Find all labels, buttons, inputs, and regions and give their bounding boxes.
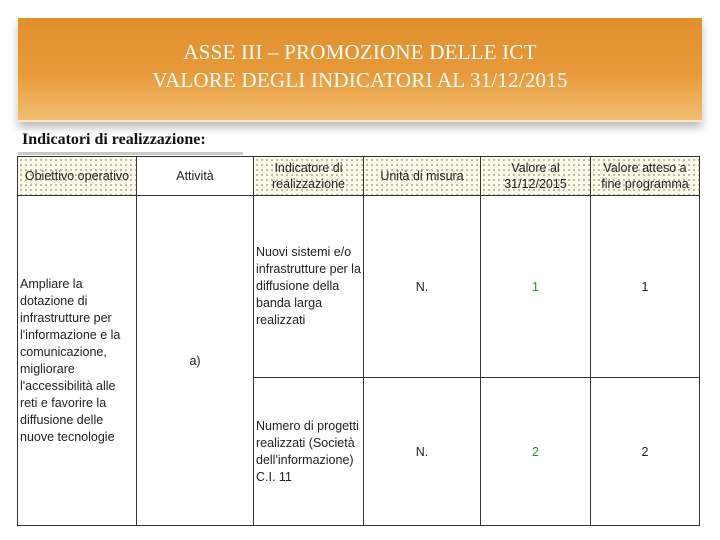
col-header-objective: Obiettivo operativo xyxy=(18,157,137,196)
unit-cell: N. xyxy=(364,378,481,526)
table-row xyxy=(18,196,700,378)
title-line-1: ASSE III – PROMOZIONE DELLE ICT xyxy=(183,40,537,64)
col-header-unit: Unità di misura xyxy=(364,157,481,196)
title-line-2: VALORE DEGLI INDICATORI AL 31/12/2015 xyxy=(152,68,568,92)
col-header-indicator: Indicatore di realizzazione xyxy=(254,157,364,196)
col-header-activity: Attività xyxy=(137,157,254,196)
objective-cell: Ampliare la dotazione di infrastrutture per l'informazione e la comunicazione, migliorare l'accessibilità alle reti e favorire la diffusione delle nuove tecnologie xyxy=(18,196,137,526)
value-cell: 1 xyxy=(481,196,591,378)
slide-title xyxy=(18,38,702,94)
unit-cell: N. xyxy=(364,196,481,378)
slide-header xyxy=(18,18,702,122)
target-cell: 1 xyxy=(591,196,700,378)
col-header-target: Valore atteso a fine programma xyxy=(591,157,700,196)
indicator-cell: Numero di progetti realizzati (Società dell'informazione) C.I. 11 xyxy=(254,378,364,526)
indicator-cell: Nuovi sistemi e/o infrastrutture per la diffusione della banda larga realizzati xyxy=(254,196,364,378)
value-cell: 2 xyxy=(481,378,591,526)
activity-cell: a) xyxy=(137,196,254,526)
indicators-table xyxy=(17,156,700,526)
section-rule xyxy=(18,152,243,155)
target-cell: 2 xyxy=(591,378,700,526)
section-label: Indicatori di realizzazione: xyxy=(22,131,206,148)
table-header-row xyxy=(18,157,700,196)
col-header-value: Valore al 31/12/2015 xyxy=(481,157,591,196)
